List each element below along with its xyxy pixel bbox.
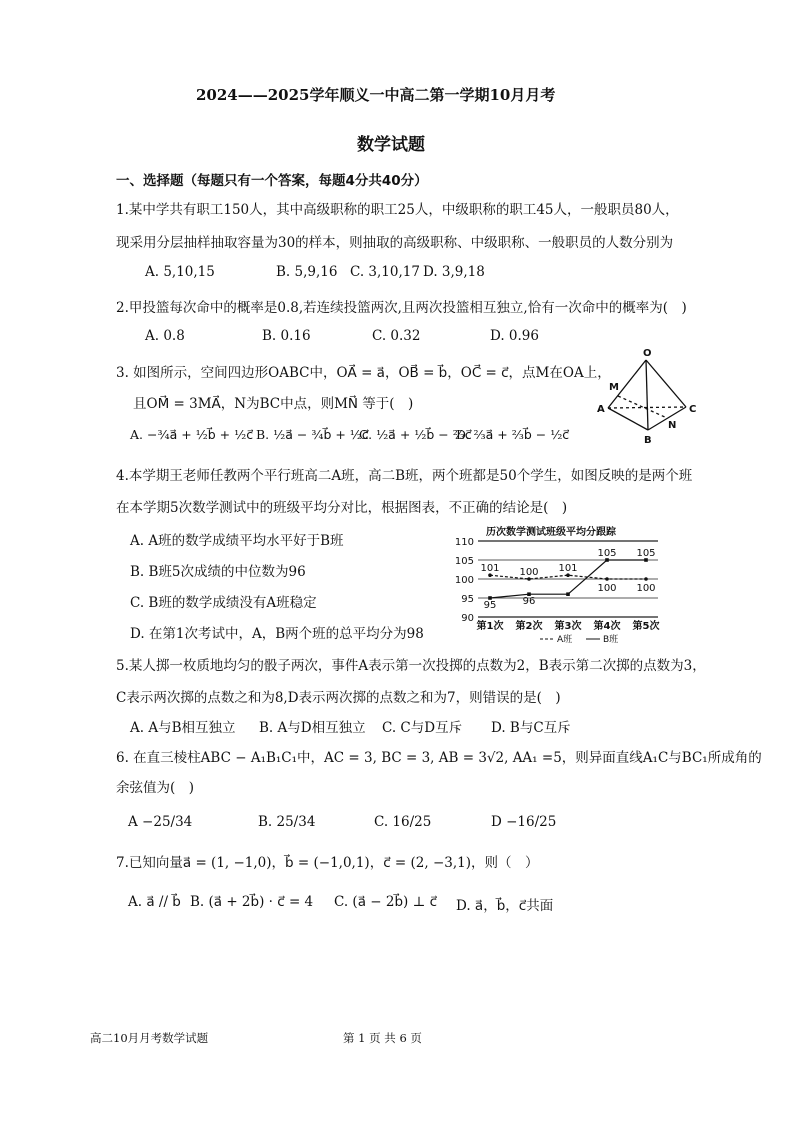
edge-oc <box>646 360 686 407</box>
data-label: 95 <box>483 600 497 611</box>
label-n: N <box>668 420 677 431</box>
question-4-line-1: 4.本学期王老师任教两个平行班高二A班，高二B班，两个班都是50个学生，如图反映的是两个班 <box>116 468 693 484</box>
question-5-option-d: D. B与C互斥 <box>491 720 571 736</box>
x-tick-label: 第3次 <box>554 621 582 632</box>
label-a: A <box>597 404 605 415</box>
question-1-option-c: C. 3,10,17 <box>350 264 420 280</box>
question-1-line-1: 1.某中学共有职工150人，其中高级职称的职工25人，中级职称的职工45人，一般职员80人， <box>116 202 679 218</box>
x-tick-label: 第4次 <box>593 621 621 632</box>
question-6-option-d: D −16/25 <box>491 814 557 830</box>
data-label: 100 <box>519 567 539 578</box>
label-b: B <box>644 435 652 446</box>
chart-title: 历次数学测试班级平均分跟踪 <box>486 527 616 538</box>
data-label: 101 <box>558 563 578 575</box>
data-label: 101 <box>480 563 500 575</box>
question-6-option-b: B. 25/34 <box>258 814 316 830</box>
question-4-option-a: A. A班的数学成绩平均水平好于B班 <box>130 533 344 549</box>
question-5-option-c: C. C与D互斥 <box>382 720 463 736</box>
question-6-line-2: 余弦值为( ) <box>116 780 195 796</box>
label-c: C <box>689 404 697 415</box>
data-point <box>605 577 609 581</box>
exam-title: 2024——2025学年顺义一中高二第一学期10月月考 <box>196 86 556 104</box>
y-tick-label: 100 <box>454 575 474 586</box>
question-3-line-1: 3. 如图所示，空间四边形OABC中，OA⃗ = a⃗，OB⃗ = b⃗，OC⃗ = c⃗，点M在OA上， <box>116 365 611 381</box>
question-4-option-b: B. B班5次成绩的中位数为96 <box>130 564 306 580</box>
question-3-option-a: A. −¾a⃗ + ½b⃗ + ½c⃗ <box>130 427 254 442</box>
y-tick-label: 105 <box>454 556 474 567</box>
data-label: 105 <box>597 548 617 559</box>
question-2-stem: 2.甲投篮每次命中的概率是0.8,若连续投篮两次,且两次投篮相互独立,恰有一次命中的概率为( ) <box>116 300 687 316</box>
question-2-option-c: C. 0.32 <box>372 328 421 344</box>
label-o: O <box>643 348 652 359</box>
data-label: 96 <box>522 596 536 608</box>
question-6-line-1: 6. 在直三棱柱ABC − A₁B₁C₁中，AC = 3, BC = 3, AB = 3√2, AA₁ =5，则异面直线A₁C与BC₁所成角的 <box>116 750 762 766</box>
data-point <box>644 577 648 581</box>
edge-ab <box>608 408 648 430</box>
question-5-line-1: 5.某人掷一枚质地均匀的骰子两次，事件A表示第一次投掷的点数为2，B表示第二次掷的点数为3， <box>116 658 706 674</box>
y-tick-label: 90 <box>461 613 474 624</box>
data-label: 100 <box>597 583 617 594</box>
question-7-option-d: D. a⃗，b⃗，c⃗共面 <box>456 898 554 914</box>
tetrahedron-figure <box>588 345 708 450</box>
legend-label-b: B班 <box>603 635 619 645</box>
y-tick-label: 110 <box>454 537 474 548</box>
edge-ob <box>646 360 648 430</box>
question-2-option-d: D. 0.96 <box>490 328 539 344</box>
question-6-option-c: C. 16/25 <box>374 814 432 830</box>
x-tick-label: 第1次 <box>476 621 504 632</box>
y-tick-label: 95 <box>461 594 474 605</box>
question-3-line-2: 且OM⃗ = 3MA⃗，N为BC中点，则MN⃗ 等于( ) <box>133 396 414 412</box>
question-2-option-b: B. 0.16 <box>262 328 311 344</box>
data-label: 105 <box>636 548 656 559</box>
x-tick-label: 第2次 <box>515 621 543 632</box>
label-m: M <box>609 382 619 393</box>
question-2-option-a: A. 0.8 <box>145 328 185 344</box>
question-7-option-a: A. a⃗ // b⃗ <box>128 894 181 910</box>
question-1-option-a: A. 5,10,15 <box>145 264 215 280</box>
legend-label-a: A班 <box>557 635 573 645</box>
x-tick-label: 第5次 <box>632 621 660 632</box>
question-4-option-c: C. B班的数学成绩没有A班稳定 <box>130 595 317 611</box>
data-label: 100 <box>636 583 656 594</box>
question-7-option-b: B. (a⃗ + 2b⃗) · c⃗ = 4 <box>190 894 314 910</box>
edge-bc <box>648 407 686 430</box>
question-7-option-c: C. (a⃗ − 2b⃗) ⊥ c⃗ <box>334 894 437 910</box>
segment-mn <box>618 396 667 418</box>
question-4-line-2: 在本学期5次数学测试中的班级平均分对比，根据图表，不正确的结论是( ) <box>116 500 568 516</box>
question-3-option-b: B. ½a⃗ − ¾b⃗ + ½c⃗ <box>256 427 369 442</box>
question-5-line-2: C表示两次掷的点数之和为8,D表示两次掷的点数之和为7，则错误的是( ) <box>116 690 561 706</box>
question-4-option-d: D. 在第1次考试中，A，B两个班的总平均分为98 <box>130 626 424 642</box>
question-5-option-b: B. A与D相互独立 <box>259 720 366 736</box>
question-1-option-b: B. 5,9,16 <box>276 264 338 280</box>
score-line-chart <box>440 535 665 647</box>
question-1-option-d: D. 3,9,18 <box>423 264 485 280</box>
page-number: 第 1 页 共 6 页 <box>343 1031 422 1045</box>
question-3-option-d: D. ⅔a⃗ + ⅔b⃗ − ½c⃗ <box>456 427 570 442</box>
question-3-option-c: C. ½a⃗ + ½b⃗ − ⅔c⃗ <box>359 427 472 442</box>
question-6-option-a: A −25/34 <box>128 814 193 830</box>
question-5-option-a: A. A与B相互独立 <box>130 720 236 736</box>
data-point <box>566 592 570 596</box>
question-7-stem: 7.已知向量a⃗ = (1, −1,0)，b⃗ = (−1,0,1)，c⃗ = (2, −3,1)，则（ ） <box>116 855 539 871</box>
footer-exam-name: 高二10月月考数学试题 <box>90 1031 209 1045</box>
question-1-line-2: 现采用分层抽样抽取容量为30的样本，则抽取的高级职称、中级职称、一般职员的人数分别为 <box>116 235 674 251</box>
page-title: 数学试题 <box>357 135 425 155</box>
section-heading: 一、选择题（每题只有一个答案，每题4分共40分） <box>116 173 428 189</box>
